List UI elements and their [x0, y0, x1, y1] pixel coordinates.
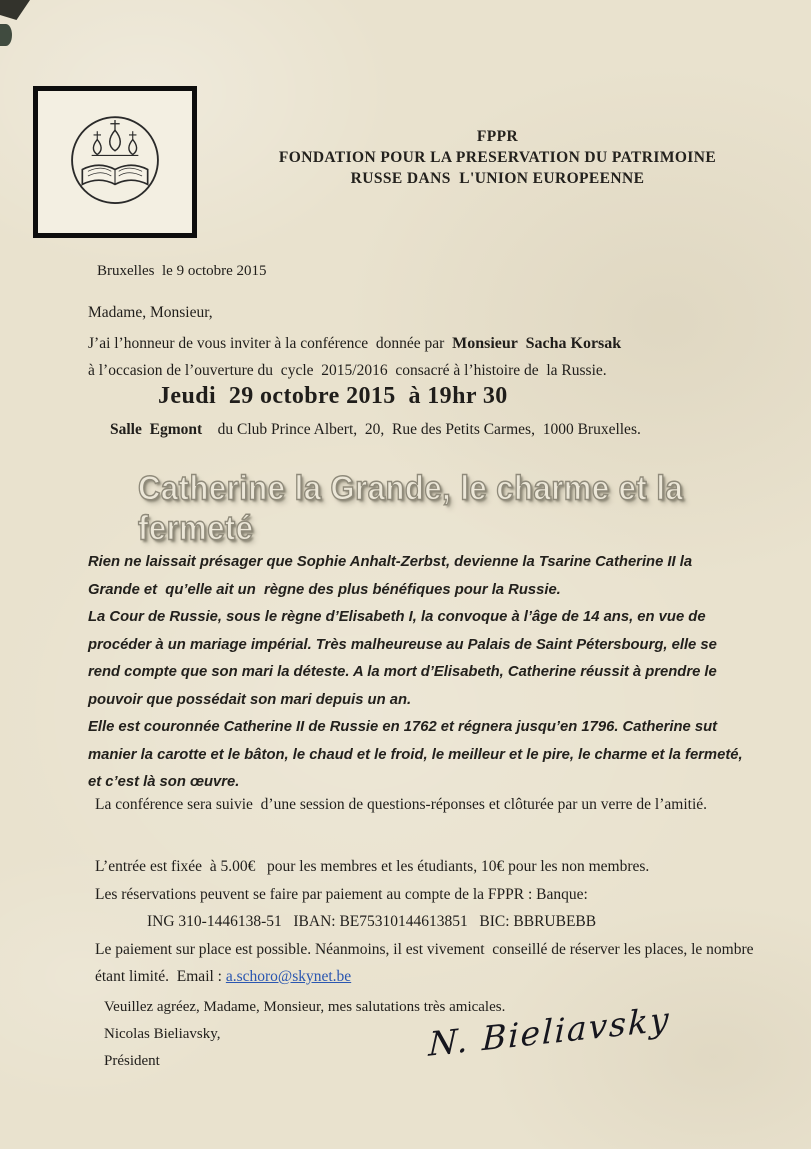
venue-room: Salle Egmont	[110, 421, 203, 438]
fppr-logo	[33, 86, 197, 238]
description-paragraph-2: La Cour de Russie, sous le règne d’Elisabeth I, la convoque à l’âge de 14 ans, en vue de procéder à un mariage impérial. Très malheureuse au Palais de Saint Pétersbourg, elle se rend compte que son mari la déteste. A la mort d’Elisabeth, Catherine réussit à prendre le pouvoir que possédait son mari depuis un an.	[88, 609, 721, 708]
org-name-line2: RUSSE DANS L'UNION EUROPEENNE	[350, 170, 645, 187]
speaker-name: Monsieur Sacha Korsak	[452, 335, 622, 352]
org-abbreviation: FPPR	[476, 128, 519, 145]
church-domes-book-emblem-icon	[54, 106, 176, 218]
bank-details-line: ING 310-1446138-51 IBAN: BE75310144613851 BIC: BBRUBEBB	[147, 913, 597, 930]
conference-description	[88, 549, 747, 797]
intro-line1	[88, 330, 793, 357]
salutation: Madame, Monsieur,	[88, 304, 213, 321]
org-header	[200, 126, 795, 189]
invitation-intro	[88, 330, 793, 384]
description-paragraph-1: Rien ne laissait présager que Sophie Anhalt-Zerbst, devienne la Tsarine Catherine II la Grande et qu’elle ait un règne des plus bénéfiques pour la Russie.	[88, 554, 697, 598]
conference-title: Catherine la Grande, le charme et la fermeté	[138, 468, 693, 548]
dateline: Bruxelles le 9 octobre 2015	[97, 263, 267, 279]
event-datetime: Jeudi 29 octobre 2015 à 19hr 30	[158, 383, 508, 409]
handwritten-signature: N. Bieliavsky	[427, 999, 672, 1064]
org-name-line1: FONDATION POUR LA PRESERVATION DU PATRIMOINE	[278, 149, 717, 166]
venue-address: du Club Prince Albert, 20, Rue des Petits Carmes, 1000 Bruxelles.	[202, 421, 641, 438]
session-info-paragraph: La conférence sera suivie d’une session de questions-réponses et clôturée par un verre de l’amitié.	[95, 796, 708, 813]
price-line: L’entrée est fixée à 5.00€ pour les membres et les étudiants, 10€ pour les non membres.	[95, 858, 650, 875]
valediction: Veuillez agréez, Madame, Monsieur, mes salutations très amicales.	[104, 999, 506, 1015]
payment-text: Le paiement sur place est possible. Néanmoins, il est vivement conseillé de réserver les places, le nombre étant limité. Email :	[95, 940, 758, 985]
fees-block	[95, 853, 787, 991]
payment-line	[95, 936, 787, 991]
intro-line2: à l’occasion de l’ouverture du cycle 2015/2016 consacré à l’histoire de la Russie.	[88, 362, 607, 379]
reservation-line: Les réservations peuvent se faire par paiement au compte de la FPPR : Banque:	[95, 885, 588, 903]
intro-text: J’ai l’honneur de vous inviter à la conférence donnée par	[88, 335, 453, 352]
signer-title: Président	[104, 1053, 160, 1069]
signer-name: Nicolas Bieliavsky,	[104, 1026, 221, 1042]
scan-artifact-edge	[0, 24, 12, 46]
email-link[interactable]: a.schoro@skynet.be	[225, 968, 352, 985]
description-paragraph-3: Elle est couronnée Catherine II de Russie en 1762 et régnera jusqu’en 1796. Catherine sut manier la carotte et le bâton, le chaud et le froid, le meilleur et le pire, le charme et la fermeté, et c’est là son œuvre.	[88, 719, 747, 790]
event-venue	[110, 421, 641, 439]
scan-artifact-corner	[0, 0, 30, 20]
